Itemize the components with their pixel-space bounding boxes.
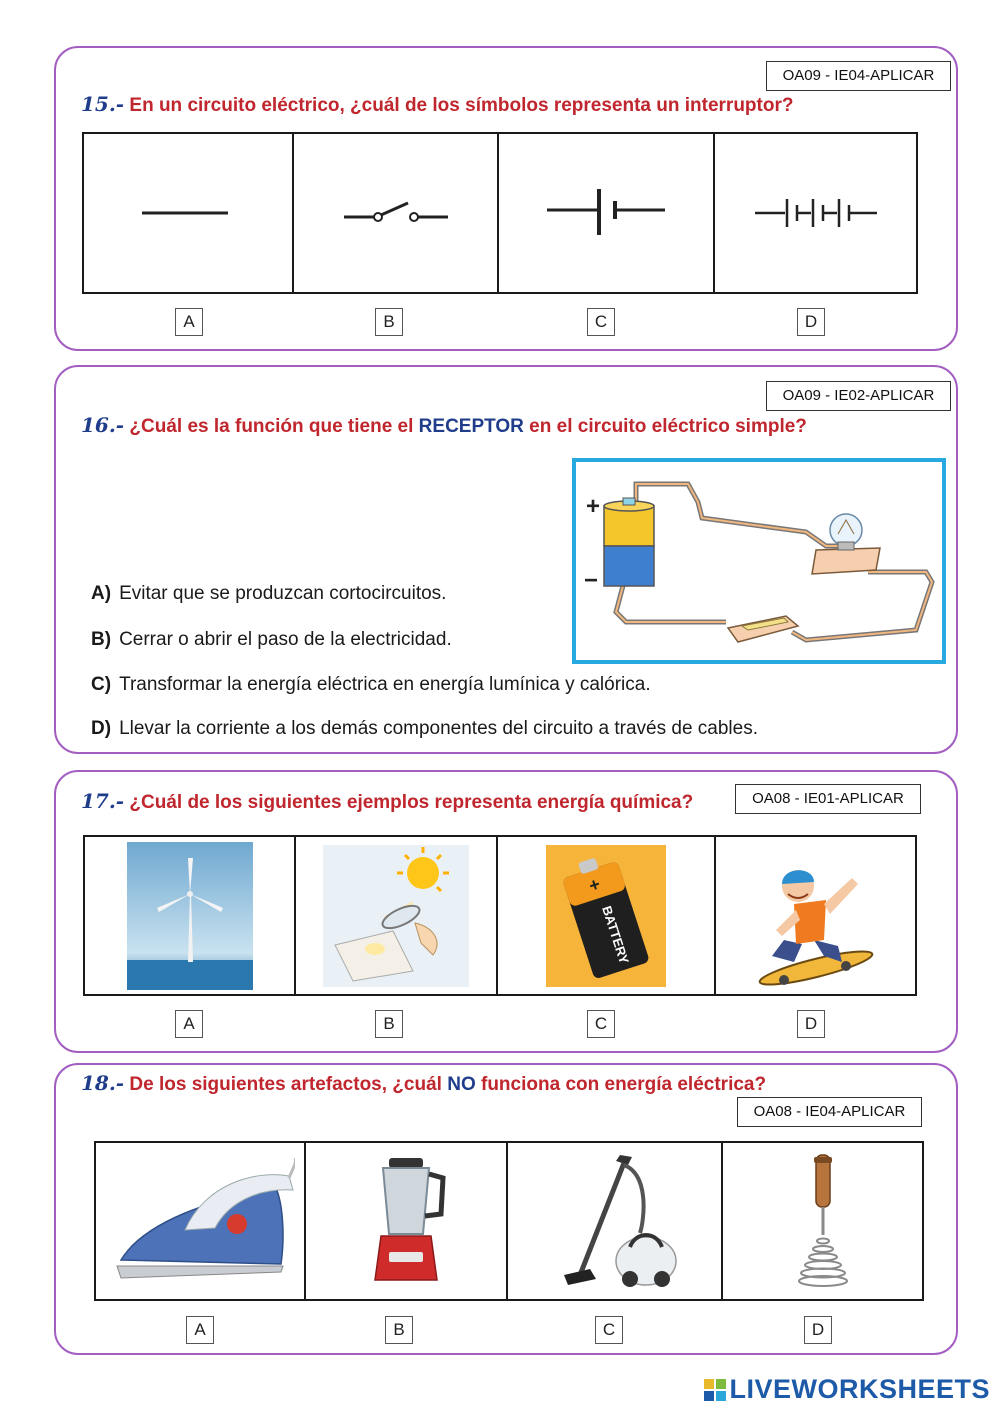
q18-text-b: funciona con energía eléctrica? — [475, 1074, 767, 1095]
q16-option-d-letter: D) — [91, 718, 112, 739]
q15-code-label: OA09 - IE04-APLICAR — [766, 61, 951, 91]
q18-answer-a[interactable]: A — [186, 1316, 214, 1344]
q16-option-b-letter: B) — [91, 629, 112, 650]
q17-text: ¿Cuál de los siguientes ejemplos representa energía química? — [129, 792, 694, 813]
q15-answer-d[interactable]: D — [797, 308, 825, 336]
iron-icon — [105, 1156, 295, 1286]
negative-sign: − — [584, 567, 599, 594]
q18-code-label: OA08 - IE04-APLICAR — [737, 1097, 922, 1127]
blender-icon — [361, 1156, 451, 1286]
q16-text-a: ¿Cuál es la función que tiene el — [129, 416, 419, 437]
svg-text:+: + — [586, 873, 603, 896]
q16-option-d-text: Llevar la corriente a los demás componentes del circuito a través de cables. — [119, 718, 759, 739]
battery-symbol-icon — [751, 193, 881, 233]
q18-text-a: De los siguientes artefactos, ¿cuál — [129, 1074, 448, 1095]
magnifier-sun-icon — [323, 845, 469, 987]
wire-symbol-icon — [128, 198, 248, 228]
q16-number: 16.- — [81, 413, 125, 437]
q17-image-grid — [83, 835, 917, 996]
q18-highlight: NO — [447, 1074, 476, 1095]
liveworksheets-mark-icon — [704, 1379, 726, 1401]
q17-cell-c — [498, 837, 716, 994]
q17-answer-b[interactable]: B — [375, 1010, 403, 1038]
q16-option-a-text: Evitar que se produzcan cortocircuitos. — [119, 583, 447, 604]
q18-image-grid — [94, 1141, 924, 1301]
q15-cell-c — [499, 134, 715, 292]
q16-option-c-text: Transformar la energía eléctrica en energía lumínica y calórica. — [119, 674, 651, 695]
q18-cell-c — [508, 1143, 723, 1299]
cell-symbol-icon — [541, 185, 671, 241]
q18-answer-c[interactable]: C — [595, 1316, 623, 1344]
q15-cell-b — [294, 134, 499, 292]
manual-whisk-icon — [788, 1153, 858, 1289]
q16-text-b: en el circuito eléctrico simple? — [523, 416, 807, 437]
q17-cell-b — [296, 837, 498, 994]
q16-option-b-text: Cerrar o abrir el paso de la electricidad. — [119, 629, 452, 650]
liveworksheets-logo — [704, 1374, 990, 1405]
q15-text: En un circuito eléctrico, ¿cuál de los símbolos representa un interruptor? — [129, 95, 794, 116]
q15-number: 15.- — [81, 92, 125, 116]
battery-photo-icon — [546, 845, 666, 987]
simple-circuit-icon — [576, 462, 942, 660]
q16-option-b[interactable] — [91, 629, 452, 651]
q15-cell-a — [84, 134, 294, 292]
q18-title — [81, 1071, 766, 1096]
q15-answer-c[interactable]: C — [587, 308, 615, 336]
q18-cell-b — [306, 1143, 508, 1299]
q16-highlight: RECEPTOR — [418, 416, 524, 437]
q15-answer-a[interactable]: A — [175, 308, 203, 336]
battery-label: BATTERY — [599, 903, 632, 966]
q18-answer-d[interactable]: D — [804, 1316, 832, 1344]
q17-title — [81, 789, 693, 814]
q18-number: 18.- — [81, 1071, 125, 1095]
q16-title — [81, 413, 807, 438]
q18-answer-b[interactable]: B — [385, 1316, 413, 1344]
q15-answer-b[interactable]: B — [375, 308, 403, 336]
q16-option-c[interactable] — [91, 674, 651, 696]
q17-cell-a — [85, 837, 296, 994]
q16-option-d[interactable] — [91, 718, 758, 740]
q16-option-a[interactable] — [91, 583, 446, 605]
q17-code-label: OA08 - IE01-APLICAR — [735, 784, 921, 814]
vacuum-cleaner-icon — [550, 1151, 680, 1291]
skateboarder-icon — [754, 844, 878, 988]
wind-turbine-icon — [127, 842, 253, 990]
q17-answer-d[interactable]: D — [797, 1010, 825, 1038]
q17-answer-a[interactable]: A — [175, 1010, 203, 1038]
q16-option-c-letter: C) — [91, 674, 112, 695]
q15-symbol-grid — [82, 132, 918, 294]
q17-cell-d — [716, 837, 915, 994]
q18-cell-d — [723, 1143, 922, 1299]
q17-number: 17.- — [81, 789, 125, 813]
q17-answer-c[interactable]: C — [587, 1010, 615, 1038]
positive-sign: + — [586, 493, 601, 520]
q15-title — [81, 92, 793, 117]
liveworksheets-brand: LIVEWORKSHEETS — [729, 1374, 990, 1404]
switch-symbol-icon — [336, 193, 456, 233]
q16-code-label: OA09 - IE02-APLICAR — [766, 381, 951, 411]
q15-cell-d — [715, 134, 916, 292]
circuit-diagram — [572, 458, 946, 664]
q18-cell-a — [96, 1143, 306, 1299]
q16-option-a-letter: A) — [91, 583, 112, 604]
